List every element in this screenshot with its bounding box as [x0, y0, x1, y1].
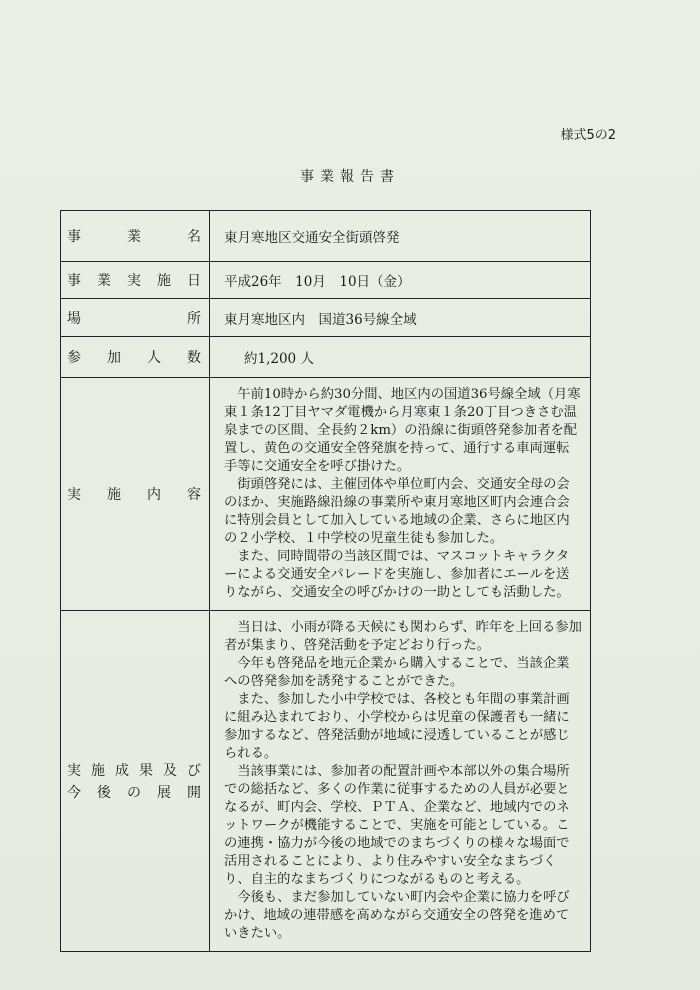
row-content: [61, 378, 591, 611]
label-char: 参: [67, 350, 81, 366]
label-char: 日: [187, 273, 201, 289]
label-char: 業: [97, 273, 111, 289]
row-participants: [61, 337, 591, 378]
form-number: 様式5の2: [560, 128, 616, 143]
label-char: 数: [187, 350, 201, 366]
row-date: [61, 262, 591, 299]
label-project-name: [61, 211, 210, 262]
results-paragraph: 今年も啓発品を地元企業から購入することで、当該企業への啓発参加を誘発することができた。: [224, 656, 570, 689]
label-char: 加: [107, 350, 121, 366]
results-paragraph: 今後も、まだ参加していない町内会や企業に協力を呼びかけ、地域の連帯感を高めながら交通安全の啓発を進めていきたい。: [224, 890, 570, 941]
label-char: 後: [97, 785, 111, 801]
label-char: 事: [67, 229, 81, 245]
label-char: 展: [157, 785, 171, 801]
label-char: 施: [91, 763, 105, 779]
content-text: [210, 378, 591, 611]
label-char: び: [187, 763, 201, 779]
results-paragraph: また、参加した小中学校では、各校とも年間の事業計画に組み込まれており、小学校からは児童の保護者も一緒に参加するなど、啓発活動が地域に浸透していることが感じられる。: [224, 692, 570, 761]
results-paragraph: 当日は、小雨が降る天候にも関わらず、昨年を上回る参加者が集まり、啓発活動を予定どおり行った。: [224, 620, 582, 653]
label-char: 事: [67, 273, 81, 289]
content-paragraph: また、同時間帯の当該区間では、マスコットキャラクターによる交通安全パレードを実施し、参加者にエールを送りながら、交通安全の呼びかけの一助としても活動した。: [224, 549, 570, 600]
label-char: 容: [187, 487, 201, 503]
label-char: 場: [67, 310, 81, 327]
content-paragraph: 午前10時から約30分間、地区内の国道36号線全域（月寒東１条12丁目ヤマダ電機から月寒東１条20丁目つきさむ温泉までの区間、全長約２km）の沿線に街頭啓発参加者を配置し、黄色の交通安全啓発旗を持って、通行する車両運転手等に交通安全を呼び掛けた。: [224, 387, 581, 474]
label-char: 施: [157, 273, 171, 289]
label-char: 名: [187, 229, 201, 245]
label-char: 施: [107, 487, 121, 503]
label-char: 人: [147, 350, 161, 366]
label-results: [61, 611, 210, 952]
value-place: 東月寒地区内 国道36号線全域: [210, 299, 591, 337]
label-participants: [61, 337, 210, 378]
value-participants: 約1,200 人: [210, 337, 591, 378]
label-char: 所: [187, 310, 201, 327]
row-project-name: [61, 211, 591, 262]
label-char: 業: [127, 229, 141, 245]
label-date: [61, 262, 210, 299]
label-place: [61, 299, 210, 337]
report-table: [60, 210, 591, 952]
value-date: 平成26年 10月 10日（金）: [210, 262, 591, 299]
row-place: [61, 299, 591, 337]
label-char: の: [127, 785, 141, 801]
label-char: 実: [127, 273, 141, 289]
label-char: 成: [115, 763, 129, 779]
content-paragraph: 街頭啓発には、主催団体や単位町内会、交通安全母の会のほか、実施路線沿線の事業所や東月寒地区町内会連合会に特別会員として加入している地域の企業、さらに地区内の２小学校、１中学校の児童生徒も参加した。: [224, 477, 570, 546]
label-char: 実: [67, 763, 81, 779]
results-text: [210, 611, 591, 952]
label-char: 果: [139, 763, 153, 779]
document-title: 事業報告書: [300, 169, 400, 185]
label-char: 今: [67, 785, 81, 801]
value-project-name: 東月寒地区交通安全街頭啓発: [210, 211, 591, 262]
label-char: 内: [147, 487, 161, 503]
label-char: 及: [163, 763, 177, 779]
label-char: 開: [187, 785, 201, 801]
label-char: 実: [67, 487, 81, 503]
label-content: [61, 378, 210, 611]
results-paragraph: 当該事業には、参加者の配置計画や本部以外の集合場所での総括など、多くの作業に従事するための人員が必要となるが、町内会、学校、ＰＴＡ、企業など、地域内でのネットワークが機能することで、実施を可能としている。この連携・協力が今後の地域でのまちづくりの様々な場面で活用されることにより、より住みやすい安全なまちづくり、自主的なまちづくりにつながるものと考える。: [224, 764, 570, 887]
row-results: [61, 611, 591, 952]
